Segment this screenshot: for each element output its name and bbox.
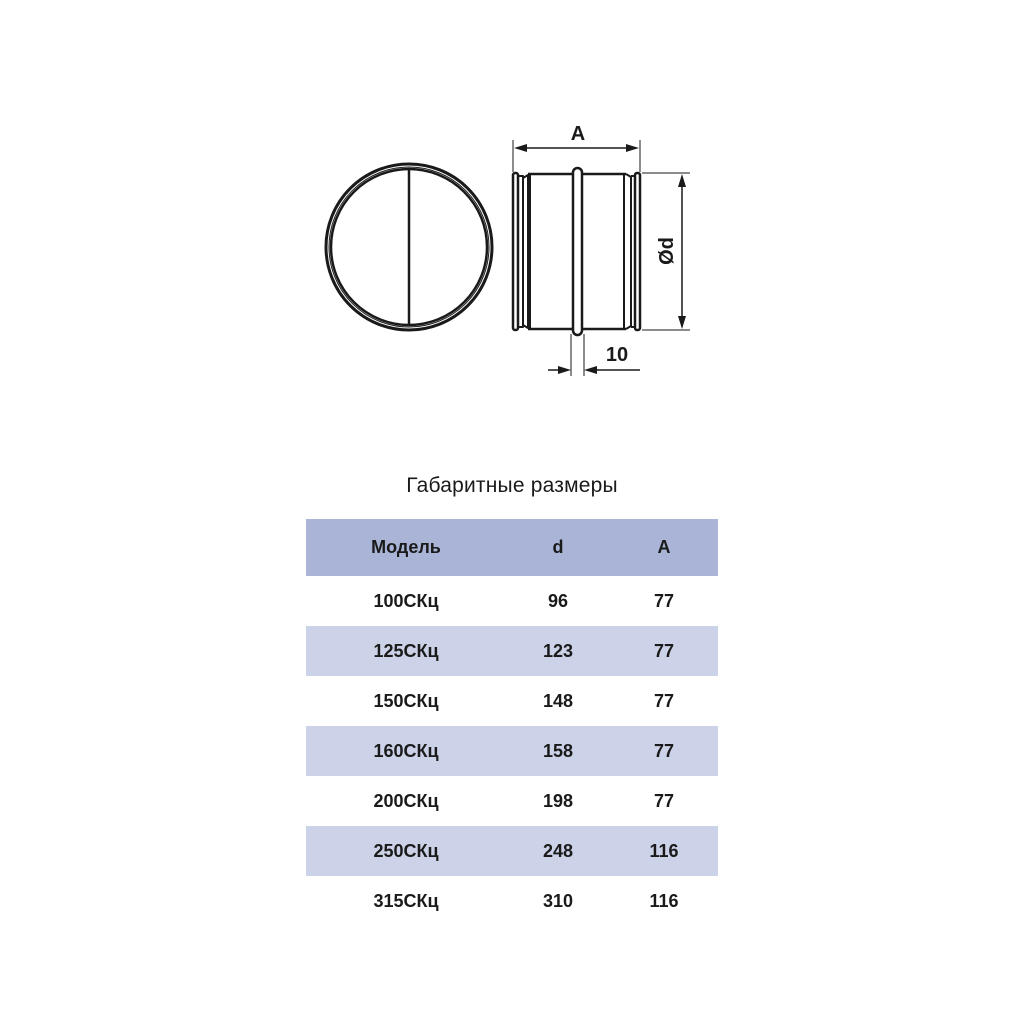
cell-d: 96 bbox=[547, 590, 569, 611]
cell-model: 150СКц bbox=[373, 690, 439, 711]
dimension-diameter bbox=[642, 173, 690, 330]
table-row bbox=[306, 626, 718, 676]
cell-model: 250СКц bbox=[373, 840, 439, 861]
table-title: Габаритные размеры bbox=[406, 474, 618, 497]
dimension-a bbox=[513, 123, 640, 172]
cell-d: 148 bbox=[542, 690, 574, 711]
table-header bbox=[306, 519, 718, 576]
cell-d: 158 bbox=[542, 740, 574, 761]
cell-d: 123 bbox=[542, 640, 574, 661]
cell-model: 125СКц bbox=[373, 640, 439, 661]
side-view-connector bbox=[513, 168, 640, 335]
cell-d: 310 bbox=[542, 890, 574, 911]
table-row bbox=[306, 776, 718, 826]
table-row bbox=[306, 726, 718, 776]
cell-a: 77 bbox=[653, 790, 675, 811]
cell-model: 160СКц bbox=[373, 740, 439, 761]
cell-model: 100СКц bbox=[373, 590, 439, 611]
table-row bbox=[306, 676, 718, 726]
table-row bbox=[306, 826, 718, 876]
dimension-a-label: A bbox=[570, 123, 586, 145]
cell-a: 77 bbox=[653, 740, 675, 761]
cell-a: 77 bbox=[653, 640, 675, 661]
cell-a: 77 bbox=[653, 590, 675, 611]
table-row bbox=[306, 576, 718, 626]
cell-model: 315СКц bbox=[373, 890, 439, 911]
column-header-model: Модель bbox=[371, 537, 441, 557]
cell-a: 116 bbox=[649, 890, 679, 911]
cell-d: 198 bbox=[542, 790, 574, 811]
dimension-bead-label: 10 bbox=[605, 344, 629, 366]
front-view-circle bbox=[326, 164, 492, 330]
column-header-a: A bbox=[657, 537, 671, 557]
dimension-bead bbox=[548, 334, 640, 376]
technical-drawing bbox=[0, 0, 1024, 420]
dimensions-table bbox=[306, 519, 718, 926]
table-row bbox=[306, 876, 718, 926]
dimension-diameter-label: Ød bbox=[656, 237, 678, 265]
cell-model: 200СКц bbox=[373, 790, 439, 811]
cell-d: 248 bbox=[542, 840, 574, 861]
cell-a: 116 bbox=[649, 840, 679, 861]
cell-a: 77 bbox=[653, 690, 675, 711]
column-header-d: d bbox=[552, 537, 564, 557]
